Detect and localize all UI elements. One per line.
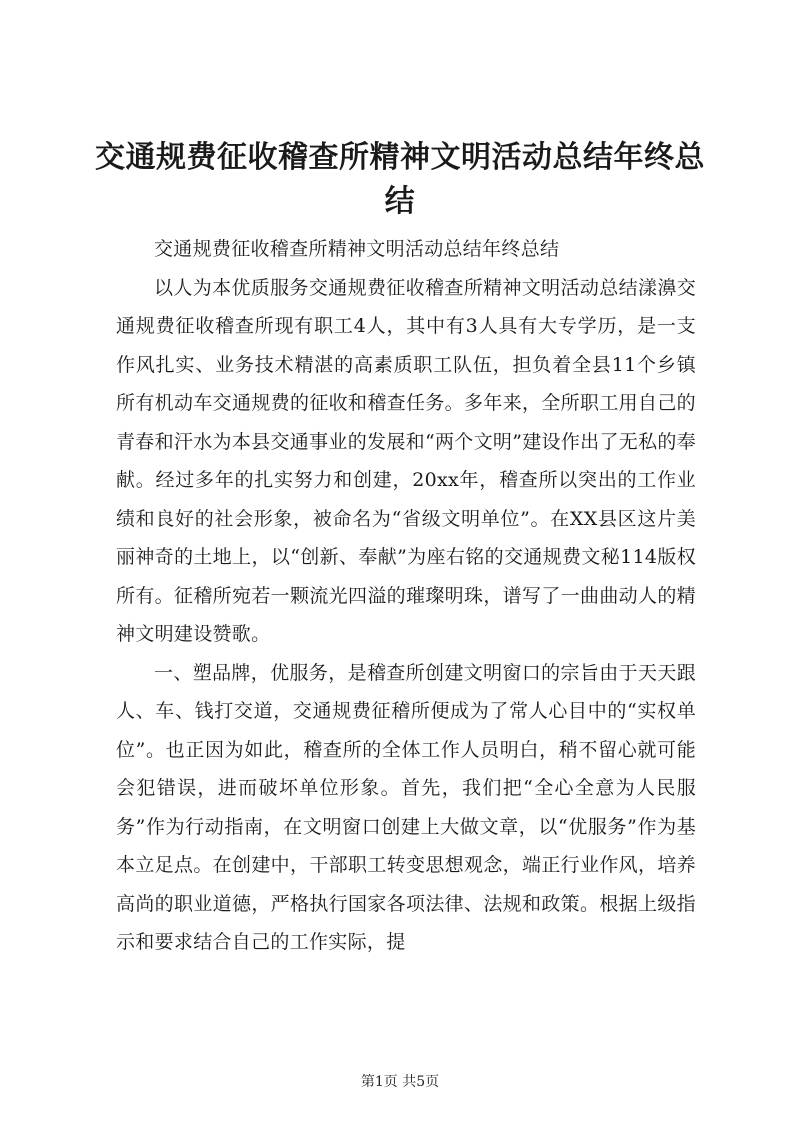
document-title: 交通规费征收稽查所精神文明活动总结年终总结 (95, 140, 705, 219)
section-one-paragraph: 一、塑品牌，优服务，是稽查所创建文明窗口的宗旨由于天天跟人、车、钱打交道，交通规费征稽所便成为了常人心目中的“实权单位”。也正因为如此，稽查所的全体工作人员明白，稍不留心就可能会犯错误，进而破坏单位形象。首先，我们把“全心全意为人民服务”作为行动指南，在文明窗口创建上大做文章，以“优服务”作为基本立足点。在创建中，干部职工转变思想观念，端正行业作风，培养高尚的职业道德，严格执行国家各项法律、法规和政策。根据上级指示和要求结合自己的工作实际，提 (116, 661, 696, 953)
page-number-footer: 第1页 共5页 (360, 1074, 440, 1090)
subtitle-paragraph: 交通规费征收稽查所精神文明活动总结年终总结 (154, 238, 560, 260)
intro-paragraph: 以人为本优质服务交通规费征收稽查所精神文明活动总结漾濞交通规费征收稽查所现有职工4人，其中有3人具有大专学历，是一支作风扎实、业务技术精湛的高素质职工队伍，担负着全县11个乡镇所有机动车交通规费的征收和稽查任务。多年来，全所职工用自己的青春和汗水为本县交通事业的发展和“两个文明”建设作出了无私的奉献。经过多年的扎实努力和创建，20xx年，稽查所以突出的工作业绩和良好的社会形象，被命名为“省级文明单位”。在XX县区这片美丽神奇的土地上，以“创新、奉献”为座右铭的交通规费文秘114版权所有。征稽所宛若一颗流光四溢的璀璨明珠，谱写了一曲曲动人的精神文明建设赞歌。 (116, 276, 696, 645)
document-body (116, 230, 696, 962)
